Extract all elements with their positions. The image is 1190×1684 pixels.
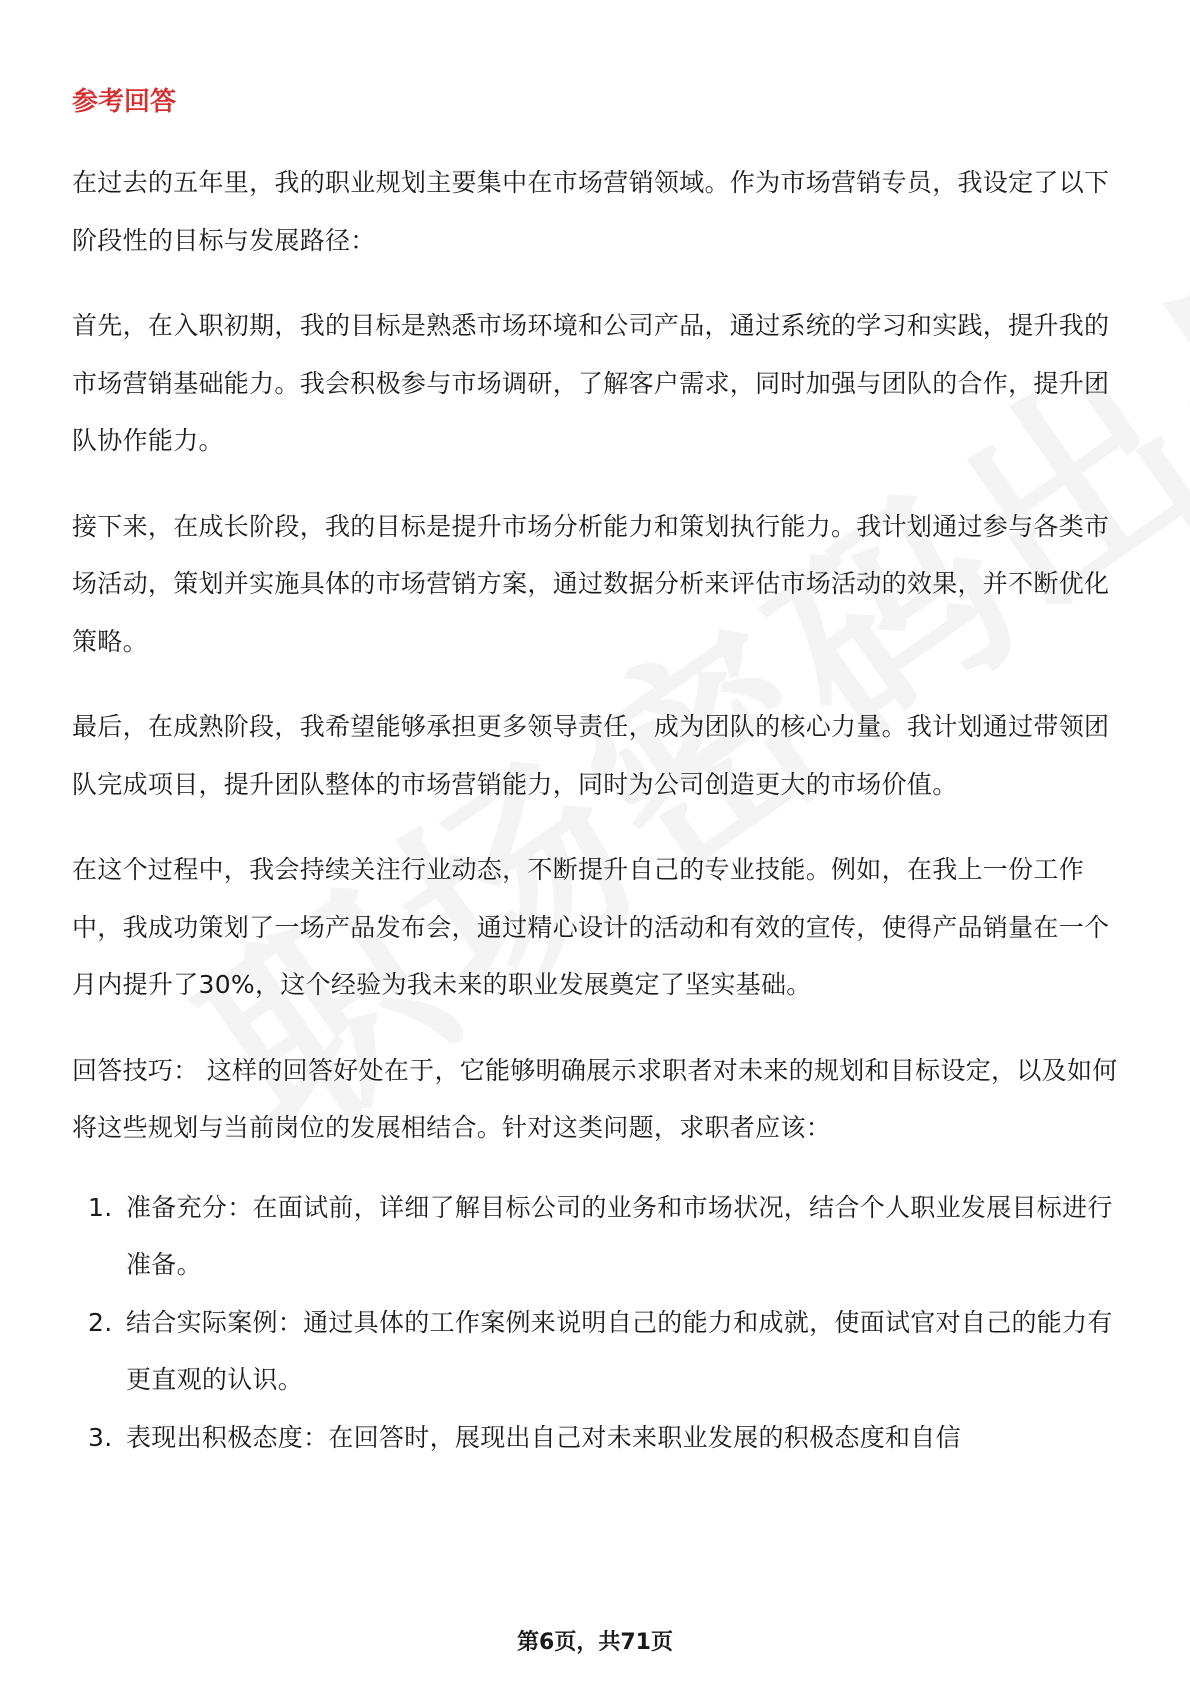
tips-list-item <box>72 1179 1118 1294</box>
list-number: 3. <box>88 1422 113 1452</box>
list-item-text: 结合实际案例：通过具体的工作案例来说明自己的能力和成就，使面试官对自己的能力有更直观的认识。 <box>126 1307 1113 1394</box>
list-item-text: 表现出积极态度：在回答时，展现出自己对未来职业发展的积极态度和自信 <box>126 1422 961 1452</box>
list-number: 1. <box>88 1192 113 1222</box>
tips-list-item <box>72 1409 1118 1467</box>
page-footer: 第6页，共71页 <box>517 1630 673 1655</box>
paragraph-stage-growth: 接下来，在成长阶段，我的目标是提升市场分析能力和策划执行能力。我计划通过参与各类市场活动，策划并实施具体的市场营销方案，通过数据分析来评估市场活动的效果，并不断优化策略。 <box>72 511 1110 656</box>
tips-list-item <box>72 1294 1118 1409</box>
tips-intro: 回答技巧： 这样的回答好处在于，它能够明确展示求职者对未来的规划和目标设定，以及如何将这些规划与当前岗位的发展相结合。针对这类问题，求职者应该： <box>72 1055 1118 1142</box>
tips-list <box>72 1179 1118 1467</box>
page-content <box>72 82 1118 1466</box>
section-title: 参考回答 <box>72 87 177 117</box>
paragraph-intro: 在过去的五年里，我的职业规划主要集中在市场营销领域。作为市场营销专员，我设定了以下阶段性的目标与发展路径： <box>72 168 1110 255</box>
paragraph-stage-initial: 首先，在入职初期，我的目标是熟悉市场环境和公司产品，通过系统的学习和实践，提升我的市场营销基础能力。我会积极参与市场调研，了解客户需求，同时加强与团队的合作，提升团队协作能力。 <box>72 311 1110 455</box>
list-number: 2. <box>88 1307 113 1337</box>
paragraph-stage-mature: 最后，在成熟阶段，我希望能够承担更多领导责任，成为团队的核心力量。我计划通过带领团队完成项目，提升团队整体的市场营销能力，同时为公司创造更大的市场价值。 <box>72 712 1110 799</box>
list-item-text: 准备充分：在面试前，详细了解目标公司的业务和市场状况，结合个人职业发展目标进行准备。 <box>126 1192 1113 1279</box>
paragraph-example: 在这个过程中，我会持续关注行业动态，不断提升自己的专业技能。例如，在我上一份工作中，我成功策划了一场产品发布会，通过精心设计的活动和有效的宣传，使得产品销量在一个月内提升了30%，这个经验为我未来的职业发展奠定了坚实基础。 <box>72 855 1110 999</box>
